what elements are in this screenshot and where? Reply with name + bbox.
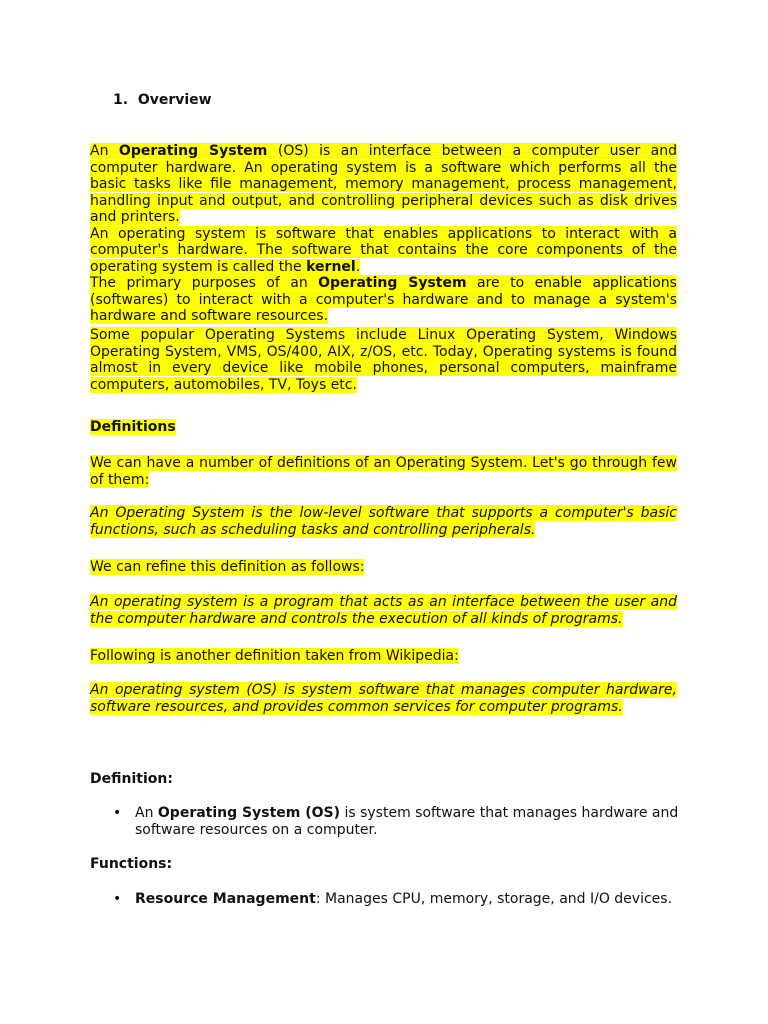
bold-text: Operating System: [118, 143, 268, 159]
bullet-icon: •: [113, 891, 122, 907]
intro-paragraph-4: [90, 327, 677, 393]
definition-3: [90, 682, 677, 715]
text: is system software that manages hardware and software resources on a computer.: [135, 805, 679, 838]
text: The primary purposes of an: [90, 275, 319, 291]
text: An operating system (OS) is system software that manages computer hardware, software resources, and provides common services for computer programs.: [90, 682, 677, 715]
text: An operating system is software that enables applications to interact with a computer's hardware. The software that contains the core components of the operating system is called the: [90, 225, 677, 275]
text: We can refine this definition as follows:: [90, 559, 365, 575]
text: : Manages CPU, memory, storage, and I/O devices.: [315, 891, 673, 907]
bullet-icon: •: [113, 805, 122, 821]
heading-title: Overview: [137, 92, 212, 108]
heading-number: 1.: [113, 92, 129, 108]
refine-text: [90, 559, 677, 576]
wiki-intro: [90, 648, 677, 665]
text: Some popular Operating Systems include Linux Operating System, Windows Operating System, VMS, OS/400, AIX, z/OS, etc. Today, Operating systems is found almost in every device like mobile phones, personal computers, mainframe computers, automobiles, TV, Toys etc.: [90, 327, 677, 393]
text: We can have a number of definitions of an Operating System. Let's go through few of them:: [90, 455, 677, 488]
definitions-intro: [90, 455, 677, 488]
text: An: [135, 805, 158, 821]
intro-paragraph-2: [90, 226, 677, 276]
definition-bullet: [135, 805, 680, 838]
functions-bullet: [135, 891, 680, 908]
intro-block: [90, 143, 677, 325]
text: Definitions: [90, 419, 176, 435]
text: are to enable applications (softwares) to interact with a computer's hardware and to manage a system's hardware and software resources.: [90, 275, 677, 324]
text: .: [355, 258, 361, 275]
intro-paragraph-1: [90, 143, 677, 226]
text: Following is another definition taken from Wikipedia:: [90, 648, 459, 664]
overview-heading: [113, 92, 212, 109]
definition-2: [90, 594, 677, 627]
definition-heading: Definition:: [90, 771, 173, 787]
text: An: [90, 143, 119, 159]
text: An Operating System is the low-level software that supports a computer's basic functions, such as scheduling tasks and controlling peripherals.: [90, 505, 677, 538]
text: (OS) is an interface between a computer user and computer hardware. An operating system is a software which performs all the basic tasks like file management, memory management, process management, handling input and output, and controlling peripheral devices such as disk drives and printers.: [90, 143, 677, 225]
bold-text: kernel: [306, 258, 356, 275]
intro-paragraph-3: [90, 275, 677, 325]
bold-text: Resource Management: [135, 891, 316, 907]
text: An operating system is a program that acts as an interface between the user and the computer hardware and controls the execution of all kinds of programs.: [90, 594, 677, 627]
definitions-heading: [90, 419, 677, 436]
functions-heading: Functions:: [90, 856, 173, 872]
definition-1: [90, 505, 677, 538]
bold-text: Operating System (OS): [157, 805, 341, 821]
bold-text: Operating System: [318, 275, 467, 291]
